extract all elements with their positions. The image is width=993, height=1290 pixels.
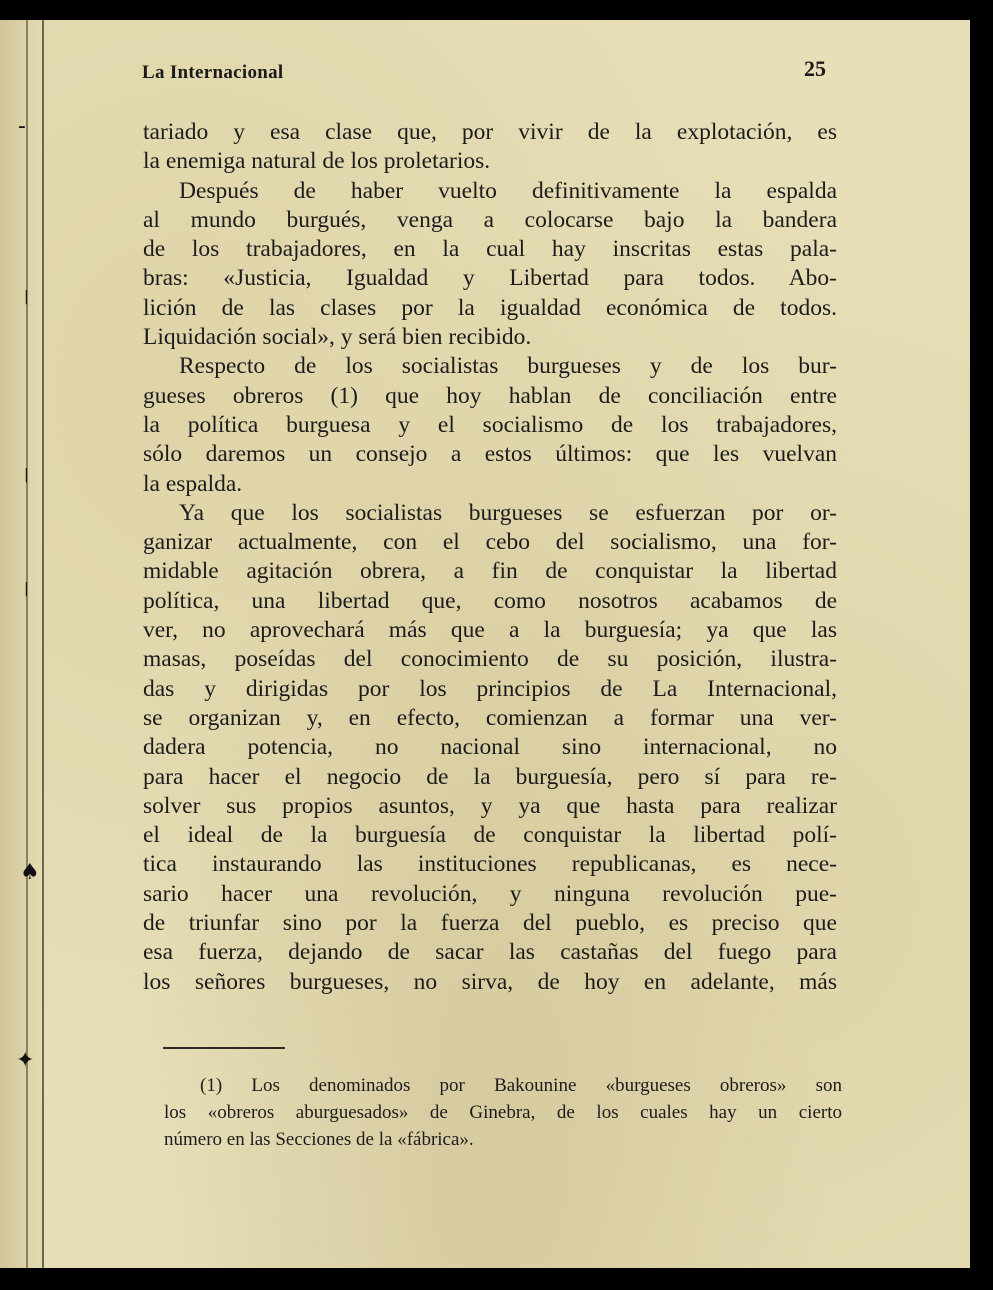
footnote-line: (1) Los denominados por Bakounine «burgueses obreros» son <box>200 1075 842 1096</box>
footnote-line: los «obreros aburguesados» de Ginebra, de los cuales hay un cierto <box>164 1102 842 1123</box>
text-line: midable agitación obrera, a fin de conquistar la libertad <box>143 558 837 585</box>
text-line: de triunfar sino por la fuerza del pueblo, es preciso que <box>143 910 837 937</box>
text-line: das y dirigidas por los principios de La Internacional, <box>143 675 837 702</box>
binding-gutter <box>0 20 44 1268</box>
text-line: tica instaurando las instituciones republicanas, es nece- <box>143 851 837 878</box>
text-line: ver, no aprovechará más que a la burguesía; ya que las <box>143 617 837 644</box>
text-line: tariado y esa clase que, por vivir de la explotación, es <box>143 119 837 145</box>
body-text <box>143 118 837 997</box>
text-line: gueses obreros (1) que hoy hablan de conciliación entre <box>143 382 837 409</box>
text-line: los señores burgueses, no sirva, de hoy en adelante, más <box>143 968 837 995</box>
text-line: sario hacer una revolución, y ninguna revolución pue- <box>143 880 837 907</box>
text-line: el ideal de la burguesía de conquistar la libertad polí- <box>143 822 837 849</box>
text-line: la política burguesa y el socialismo de los trabajadores, <box>143 411 837 438</box>
text-line: lición de las clases por la igualdad económica de todos. <box>143 294 837 321</box>
text-line: dadera potencia, no nacional sino internacional, no <box>143 734 837 761</box>
running-title: La Internacional <box>142 62 284 83</box>
text-line: solver sus propios asuntos, y ya que hasta para realizar <box>143 792 837 819</box>
text-line: masas, poseídas del conocimiento de su posición, ilustra- <box>143 646 837 673</box>
text-line: de los trabajadores, en la cual hay inscritas estas pala- <box>143 236 837 263</box>
footnote <box>164 1072 842 1153</box>
page-number: 25 <box>804 56 826 81</box>
binding-thread-mark: ♠ <box>20 860 40 885</box>
text-line: Respecto de los socialistas burgueses y de los bur- <box>179 353 837 380</box>
margin-tick-mark: - <box>18 114 26 139</box>
text-line: política, una libertad que, como nosotros acabamos de <box>143 587 837 614</box>
text-line: Después de haber vuelto definitivamente la espalda <box>179 177 837 204</box>
text-line: sólo daremos un consejo a estos últimos: que les vuelvan <box>143 441 837 468</box>
text-line: se organizan y, en efecto, comienzan a formar una ver- <box>143 704 837 731</box>
text-line: esa fuerza, dejando de sacar las castañas del fuego para <box>143 939 837 966</box>
text-line: ganizar actualmente, con el cebo del socialismo, una for- <box>143 529 837 556</box>
text-line: al mundo burgués, venga a colocarse bajo la bandera <box>143 206 837 233</box>
text-line: bras: «Justicia, Igualdad y Libertad para todos. Abo- <box>143 265 837 292</box>
binding-thread-mark: ✦ <box>16 1048 35 1073</box>
text-line: la enemiga natural de los proletarios. <box>143 148 491 175</box>
margin-tick-mark: | <box>24 581 29 597</box>
footnote-line: número en las Secciones de la «fábrica». <box>164 1129 474 1150</box>
footnote-divider <box>163 1047 285 1049</box>
page-header <box>142 56 826 92</box>
margin-tick-mark: | <box>24 289 29 305</box>
text-line: Liquidación social», y será bien recibido. <box>143 324 532 351</box>
text-line: Ya que los socialistas burgueses se esfuerzan por or- <box>179 499 837 526</box>
book-page <box>0 20 970 1268</box>
text-line: para hacer el negocio de la burguesía, pero sí para re- <box>143 763 837 790</box>
gutter-line <box>26 20 28 1268</box>
text-line: la espalda. <box>143 470 243 497</box>
margin-tick-mark: | <box>24 467 29 483</box>
